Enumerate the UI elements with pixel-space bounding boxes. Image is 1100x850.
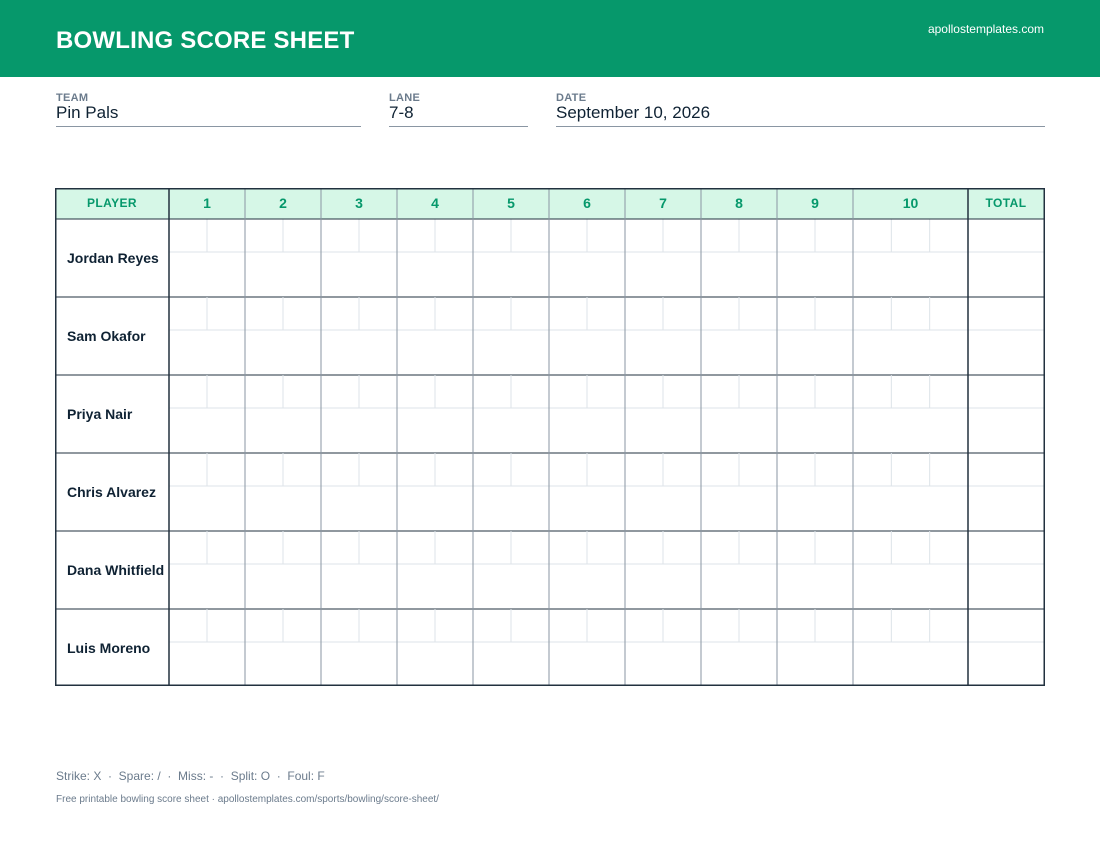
- player-name: Priya Nair: [67, 405, 133, 422]
- date-value: September 10, 2026: [556, 103, 711, 122]
- player-name: Chris Alvarez: [67, 483, 156, 500]
- frame-header-9: 9: [811, 195, 819, 211]
- site-name: apollostemplates.com: [927, 22, 1044, 36]
- player-name: Sam Okafor: [67, 327, 146, 344]
- score-table: [55, 188, 1045, 686]
- lane-value: 7-8: [389, 103, 414, 122]
- page-title: BOWLING SCORE SHEET: [56, 27, 355, 54]
- table-border: [56, 189, 1045, 686]
- frame-header-2: 2: [279, 195, 287, 211]
- frame-header-10: 10: [902, 195, 919, 211]
- player-name: Luis Moreno: [67, 639, 151, 656]
- lane-field[interactable]: [389, 92, 528, 127]
- scoring-legend: Strike: X · Spare: / · Miss: - · Split: O · Foul: F: [56, 769, 325, 783]
- date-field[interactable]: [556, 92, 1045, 127]
- player-name: Dana Whitfield: [67, 561, 165, 578]
- frame-header-3: 3: [355, 195, 363, 211]
- team-value: Pin Pals: [56, 103, 119, 122]
- team-field[interactable]: [56, 92, 361, 127]
- frame-header-5: 5: [507, 195, 515, 211]
- player-column-header: PLAYER: [87, 196, 137, 210]
- footer-note: Free printable bowling score sheet · apollostemplates.com/sports/bowling/score-sheet/: [56, 794, 439, 805]
- frame-header-7: 7: [659, 195, 667, 211]
- score-grid-lines: [55, 188, 1045, 686]
- frame-header-4: 4: [431, 195, 439, 211]
- frame-header-6: 6: [583, 195, 591, 211]
- frame-header-1: 1: [203, 195, 211, 211]
- header-bar: [0, 0, 1100, 77]
- lane-label: LANE: [389, 92, 421, 104]
- player-name: Jordan Reyes: [67, 249, 159, 266]
- team-label: TEAM: [56, 92, 89, 104]
- total-column-header: TOTAL: [985, 196, 1027, 210]
- frame-header-8: 8: [735, 195, 743, 211]
- date-label: DATE: [556, 92, 587, 104]
